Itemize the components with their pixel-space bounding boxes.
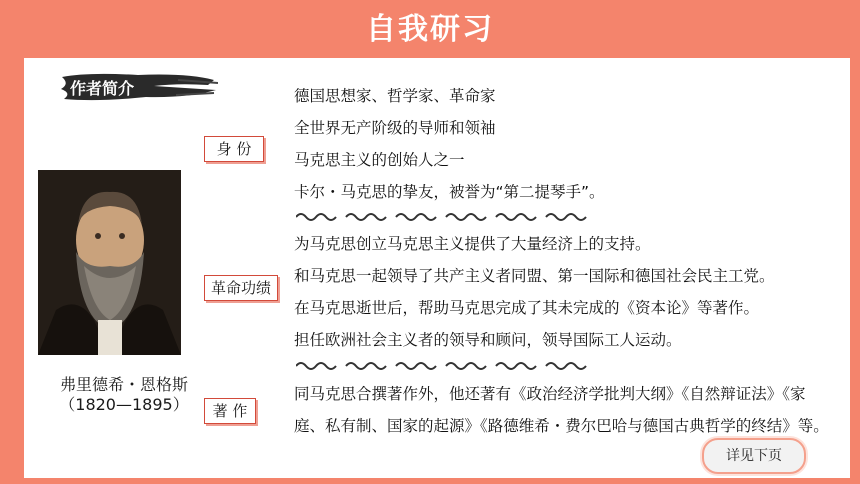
identity-line: 卡尔・马克思的挚友，被誉为“第二提琴手”。 — [294, 183, 605, 201]
achievement-line: 和马克思一起领导了共产主义者同盟、第一国际和德国社会民主工党。 — [294, 267, 775, 285]
achievements-tag: 革命功绩 — [204, 275, 278, 301]
achievement-line: 担任欧洲社会主义者的领导和顾问，领导国际工人运动。 — [294, 331, 682, 349]
person-name: 弗里德希・恩格斯 — [59, 375, 188, 394]
achievement-line: 为马克思创立马克思主义提供了大量经济上的支持。 — [294, 235, 651, 253]
section-label: 作者简介 — [70, 79, 135, 98]
person-years: （1820—1895） — [59, 395, 189, 414]
achievements-list — [294, 228, 775, 356]
works-text: 同马克思合撰著作外，他还著有《政治经济学批判大纲》《自然辩证法》《家庭、私有制、国家的起源》《路德维希・费尔巴哈与德国古典哲学的终结》等。 — [294, 385, 829, 435]
content-panel — [24, 58, 850, 478]
wave-divider — [296, 211, 616, 223]
identity-list — [294, 80, 605, 208]
portrait-image — [38, 170, 181, 355]
identity-tag: 身 份 — [204, 136, 264, 162]
identity-line: 全世界无产阶级的导师和领袖 — [294, 119, 496, 137]
identity-line: 德国思想家、哲学家、革命家 — [294, 87, 496, 105]
wave-divider — [296, 360, 616, 372]
works-tag: 著 作 — [204, 398, 256, 424]
achievement-line: 在马克思逝世后，帮助马克思完成了其未完成的《资本论》等著作。 — [294, 299, 760, 317]
page-title: 自我研习 — [366, 12, 494, 47]
next-page-button[interactable]: 详见下页 — [702, 438, 806, 474]
identity-line: 马克思主义的创始人之一 — [294, 151, 465, 169]
